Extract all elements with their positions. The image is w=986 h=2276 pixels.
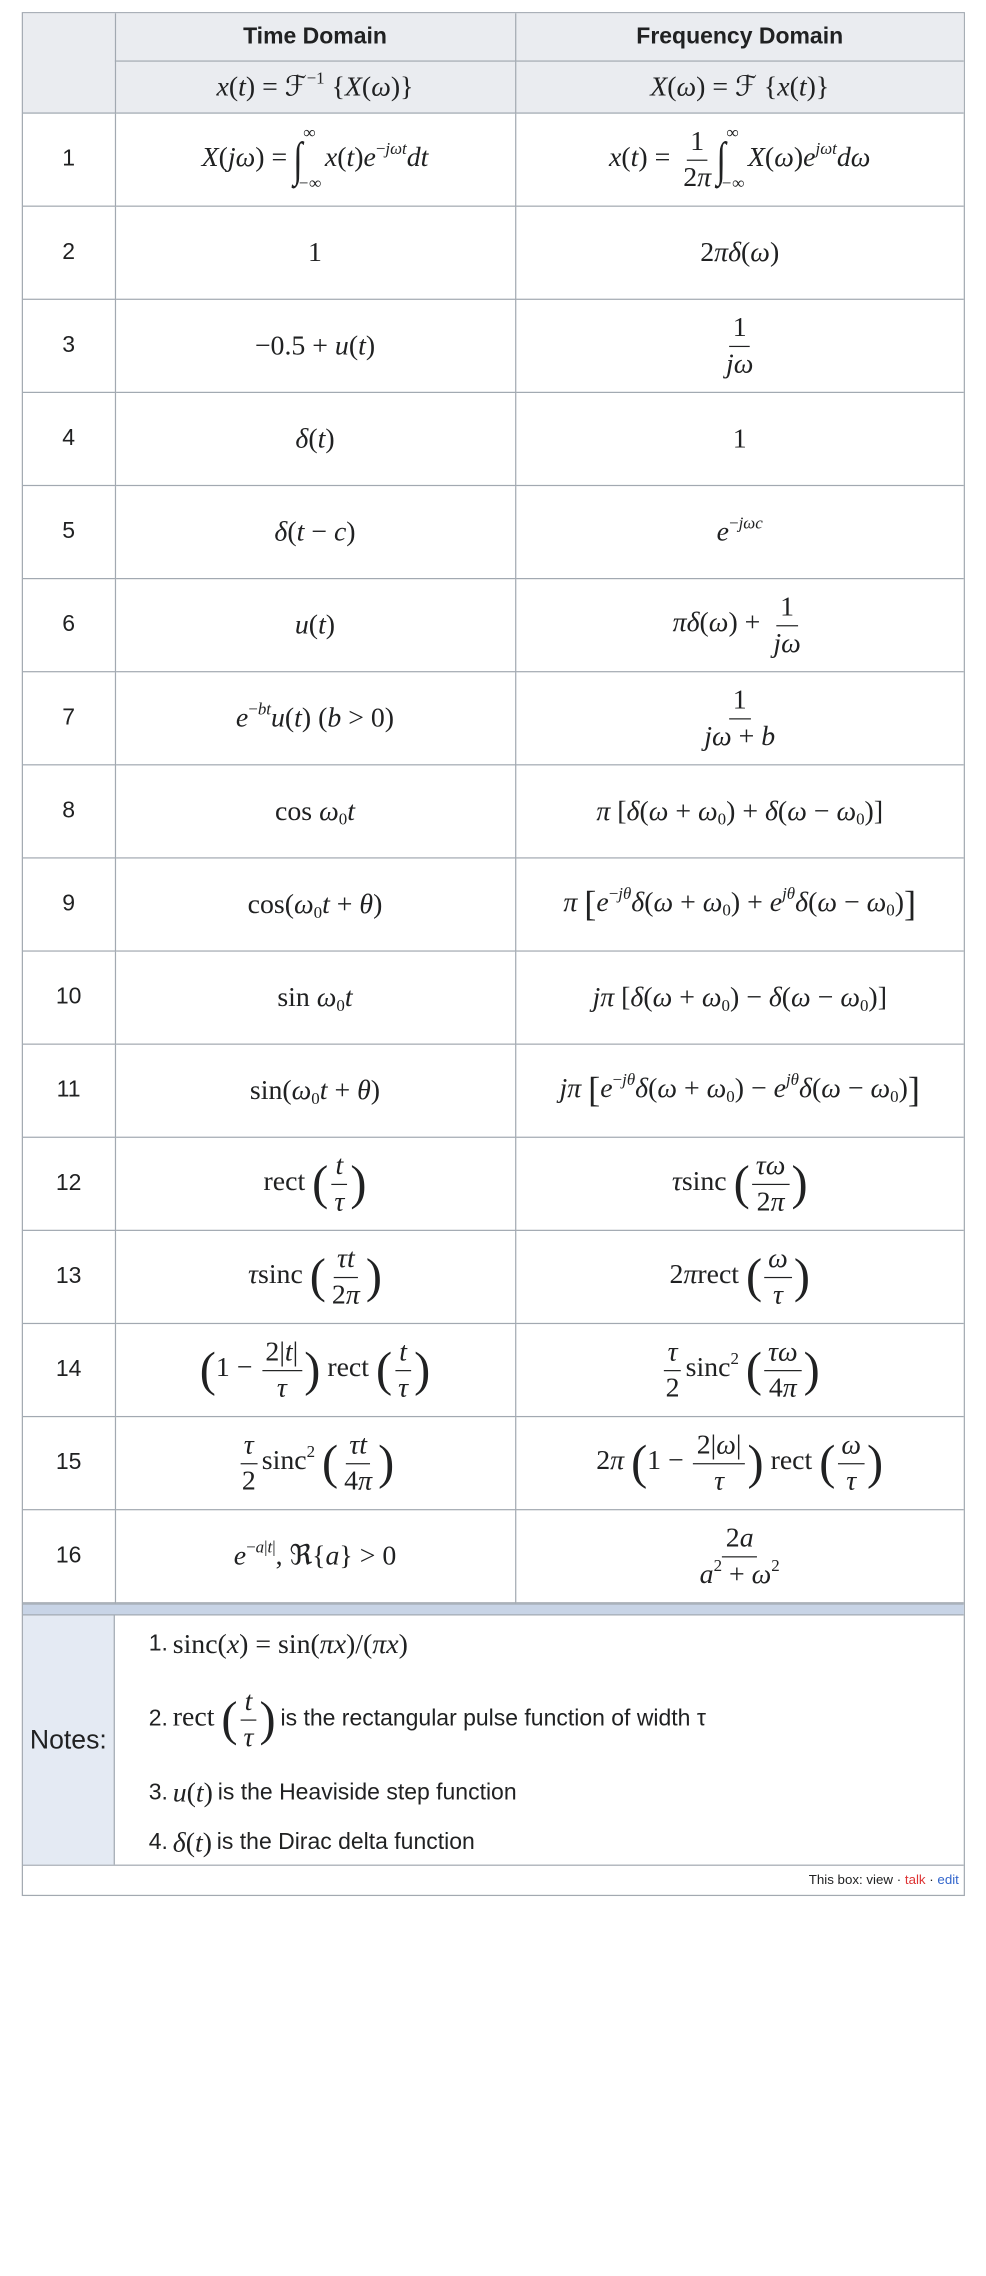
- note-item: [149, 1770, 964, 1816]
- footer-prefix: This box:: [808, 1873, 863, 1888]
- header-row: [23, 13, 964, 61]
- row-number: 14: [23, 1323, 115, 1416]
- transform-row: [23, 858, 964, 951]
- subheader-row: [23, 61, 964, 113]
- note-text: is the Heaviside step function: [217, 1779, 517, 1806]
- frequency-domain-expression: jπ $[\delta(\omega + \omega_0) - \delta(\omega - \omega_0)]$: [515, 951, 964, 1044]
- row-number: 16: [23, 1510, 115, 1603]
- transform-row: [23, 1230, 964, 1323]
- transform-row: [23, 1417, 964, 1510]
- notes-list: [115, 1615, 964, 1864]
- frequency-domain-expression: $\frac{1}{j\omega}$: [515, 299, 964, 392]
- note-number: 2.: [148, 1706, 168, 1732]
- transform-row: [23, 765, 964, 858]
- transform-row: [23, 206, 964, 299]
- footer-separator: ·: [896, 1873, 902, 1888]
- note-math: sinc(x) = sin(πx)/(πx): [172, 1628, 408, 1660]
- frequency-domain-expression: $\frac{1}{j\omega + b}$: [515, 672, 964, 765]
- notes-label: Notes:: [23, 1615, 115, 1864]
- note-math: rect ( $\frac{t}{\tau}$ ): [172, 1686, 276, 1752]
- row-number: 2: [23, 206, 115, 299]
- row-number: 1: [23, 113, 115, 206]
- transform-row: [23, 579, 964, 672]
- time-domain-expression: u(t): [115, 579, 515, 672]
- row-number: 11: [23, 1044, 115, 1137]
- time-domain-expression: rect ( $\frac{t}{\tau}$ ): [115, 1137, 515, 1230]
- frequency-domain-expression: τsinc ( $\frac{\tau\omega}{2\pi}$ ): [515, 1137, 964, 1230]
- transform-row: [23, 1137, 964, 1230]
- note-math: u(t): [172, 1777, 213, 1808]
- frequency-domain-expression: π $[e^{-j\theta}\delta(\omega + \omega_0) + e^{j\theta}\delta(\omega - \omega_0)]$: [515, 858, 964, 951]
- transform-row: [23, 299, 964, 392]
- transform-row: [23, 1323, 964, 1416]
- fourier-transform-navbox: [22, 12, 965, 1896]
- frequency-domain-definition: X(ω) = ℱ {x(t)}: [515, 61, 964, 113]
- time-domain-expression: $\cos \omega_0t$: [115, 765, 515, 858]
- row-number: 12: [23, 1137, 115, 1230]
- transform-row: [23, 392, 964, 485]
- row-number: 4: [23, 392, 115, 485]
- frequency-domain-expression: $e^{-j\omega c}$: [515, 485, 964, 578]
- note-item: [149, 1669, 964, 1771]
- frequency-domain-header: Frequency Domain: [515, 13, 964, 61]
- frequency-domain-expression: 2πδ(ω): [515, 206, 964, 299]
- frequency-domain-expression: 2π (1 − $\frac{2|\omega|}{\tau}$ ) rect ( $\frac{\omega}{\tau}$ ): [515, 1417, 964, 1510]
- time-domain-expression: $\frac{\tau}{2}$ sinc$^2$ ( $\frac{\tau t}{4\pi}$ ): [115, 1417, 515, 1510]
- view-link[interactable]: view: [866, 1873, 894, 1888]
- time-domain-expression: −0.5 + u(t): [115, 299, 515, 392]
- row-number: 5: [23, 485, 115, 578]
- row-number: 3: [23, 299, 115, 392]
- frequency-domain-expression: jπ $[e^{-j\theta}\delta(\omega + \omega_0) - e^{j\theta}\delta(\omega - \omega_0)]$: [515, 1044, 964, 1137]
- time-domain-expression: $e^{-bt}u(t) (b > 0)$: [115, 672, 515, 765]
- time-domain-expression: $e^{-a|t|}$, ℜ{a} > 0: [115, 1510, 515, 1603]
- edit-link[interactable]: edit: [937, 1873, 959, 1888]
- row-number: 6: [23, 579, 115, 672]
- note-number: 4.: [148, 1829, 168, 1855]
- time-domain-expression: 1: [115, 206, 515, 299]
- row-number: 8: [23, 765, 115, 858]
- frequency-domain-expression: πδ(ω) + $\frac{1}{j\omega}$: [515, 579, 964, 672]
- note-number: 3.: [148, 1779, 168, 1806]
- time-domain-header: Time Domain: [115, 13, 515, 61]
- frequency-domain-expression: $\frac{2a}{a^2 + \omega^2}$: [515, 1510, 964, 1603]
- row-number: 7: [23, 672, 115, 765]
- time-domain-expression: δ(t − c): [115, 485, 515, 578]
- transform-row: [23, 1044, 964, 1137]
- navbox-footer: [23, 1866, 964, 1895]
- time-domain-definition: x(t) = ℱ$^{-1}$ {X(ω)}: [115, 61, 515, 113]
- notes-separator: [23, 1603, 964, 1615]
- frequency-domain-expression: π $[\delta(\omega + \omega_0) + \delta(\omega - \omega_0)]$: [515, 765, 964, 858]
- transform-row: [23, 485, 964, 578]
- footer-separator: ·: [929, 1873, 934, 1888]
- note-number: 1.: [148, 1631, 168, 1657]
- transform-row: [23, 951, 964, 1044]
- transform-table: [23, 13, 964, 1603]
- note-item: [149, 1816, 964, 1869]
- time-domain-expression: X(jω) = ∫ ∞ −∞ $x(t)e^{-j\omega t}dt$: [115, 113, 515, 206]
- talk-link[interactable]: talk: [904, 1873, 926, 1888]
- frequency-domain-expression: 1: [515, 392, 964, 485]
- note-math: δ(t): [172, 1827, 212, 1858]
- notes-section: [23, 1615, 964, 1865]
- frequency-domain-expression: x(t) = $\frac{1}{2\pi}$ ∫ ∞ −∞ $X(\omega)e^{j\omega t}d\omega$: [515, 113, 964, 206]
- time-domain-expression: $\sin(\omega_0t + \theta)$: [115, 1044, 515, 1137]
- time-domain-expression: τsinc ( $\frac{\tau t}{2\pi}$ ): [115, 1230, 515, 1323]
- time-domain-expression: δ(t): [115, 392, 515, 485]
- transform-row: [23, 672, 964, 765]
- header-corner: [23, 13, 115, 113]
- row-number: 15: [23, 1417, 115, 1510]
- transform-rows: [23, 113, 964, 1603]
- row-number: 10: [23, 951, 115, 1044]
- row-number: 9: [23, 858, 115, 951]
- note-item: [149, 1620, 964, 1668]
- time-domain-expression: (1 − $\frac{2|t|}{\tau}$ ) rect ( $\frac{t}{\tau}$ ): [115, 1323, 515, 1416]
- note-text: is the rectangular pulse function of width τ: [280, 1706, 706, 1732]
- time-domain-expression: $\sin \omega_0t$: [115, 951, 515, 1044]
- note-text: is the Dirac delta function: [216, 1829, 475, 1855]
- frequency-domain-expression: $\frac{\tau}{2}$ sinc$^2$ ( $\frac{\tau\omega}{4\pi}$ ): [515, 1323, 964, 1416]
- row-number: 13: [23, 1230, 115, 1323]
- time-domain-expression: $\cos(\omega_0t + \theta)$: [115, 858, 515, 951]
- transform-row: [23, 1510, 964, 1603]
- transform-row: [23, 113, 964, 206]
- frequency-domain-expression: 2πrect ( $\frac{\omega}{\tau}$ ): [515, 1230, 964, 1323]
